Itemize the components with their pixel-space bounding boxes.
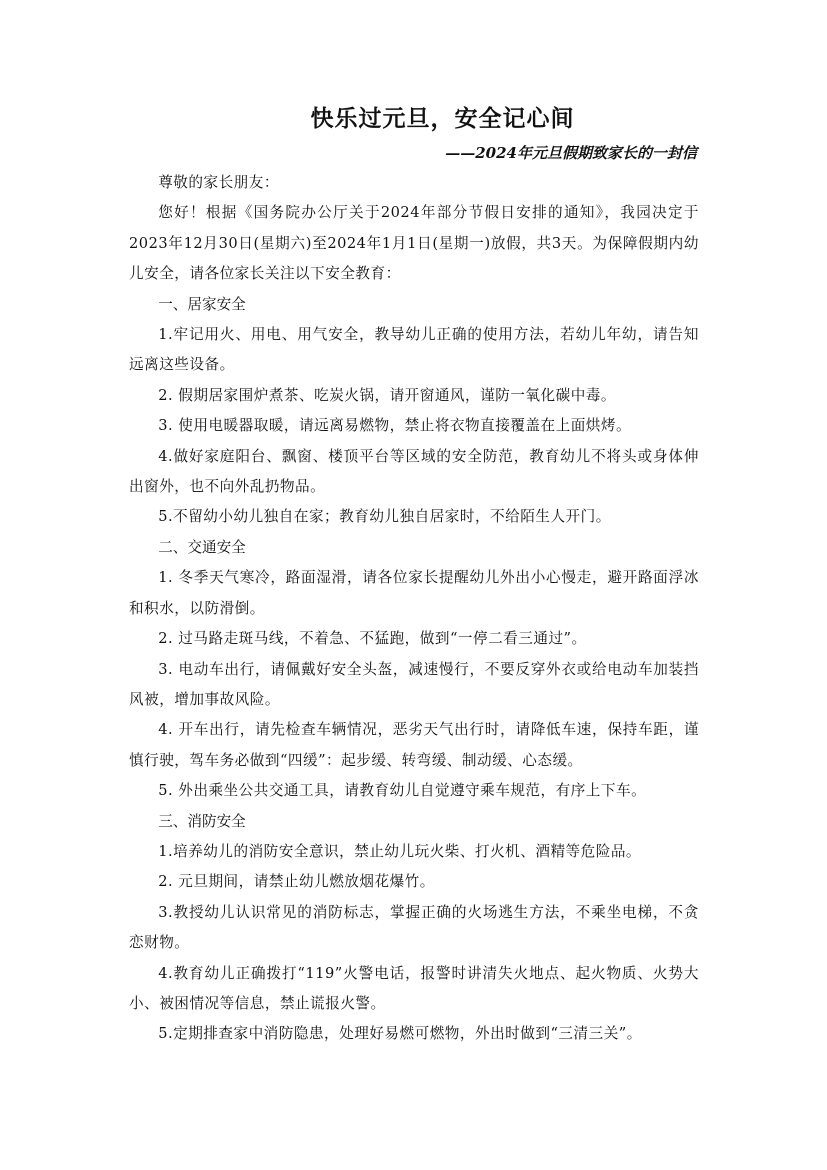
list-item: 1.牢记用火、用电、用气安全，教导幼儿正确的使用方法，若幼儿年幼，请告知远离这些设备。 <box>129 326 699 374</box>
list-item: 1. 冬季天气寒冷，路面湿滑，请各位家长提醒幼儿外出小心慢走，避开路面浮冰和积水，以防滑倒。 <box>129 569 699 617</box>
list-item: 2. 假期居家围炉煮茶、吃炭火锅，请开窗通风，谨防一氧化碳中毒。 <box>158 386 616 404</box>
greeting: 尊敬的家长朋友： <box>158 174 279 191</box>
list-item: 3.教授幼儿认识常见的消防标志，掌握正确的火场逃生方法，不乘坐电梯，不贪恋财物。 <box>129 903 699 952</box>
section-heading-fire: 三、消防安全 <box>158 812 246 830</box>
section-heading-home: 一、居家安全 <box>158 295 246 313</box>
document-title: 快乐过元旦，安全记心间 <box>310 105 575 132</box>
list-item: 5.不留幼小幼儿独自在家；教育幼儿独自居家时，不给陌生人开门。 <box>158 508 611 526</box>
list-item: 4. 开车出行，请先检查车辆情况，恶劣天气出行时，请降低车速，保持车距，谨慎行驶，驾车务必做到“四缓”：起步缓、转弯缓、制动缓、心态缓。 <box>129 721 699 769</box>
list-item: 4.教育幼儿正确拨打“119”火警电话，报警时讲清失火地点、起火物质、火势大小、被困情况等信息，禁止谎报火警。 <box>129 964 699 1012</box>
intro-paragraph: 您好！根据《国务院办公厅关于2024年部分节假日安排的通知》，我园决定于2023年12月30日(星期六)至2024年1月1日(星期一)放假，共3天。为保障假期内幼儿安全，请各位家长关注以下安全教育： <box>129 204 699 283</box>
list-item: 2. 过马路走斑马线，不着急、不猛跑，做到“一停二看三通过”。 <box>158 630 587 648</box>
list-item: 2. 元旦期间，请禁止幼儿燃放烟花爆竹。 <box>158 873 435 891</box>
list-item: 4.做好家庭阳台、飘窗、楼顶平台等区域的安全防范，教育幼儿不将头或身体伸出窗外，也不向外乱扔物品。 <box>129 447 699 496</box>
document-subtitle: ——2024年元旦假期致家长的一封信 <box>445 144 697 162</box>
list-item: 3. 使用电暖器取暖，请远离易燃物，禁止将衣物直接覆盖在上面烘烤。 <box>158 417 632 435</box>
list-item: 3. 电动车出行，请佩戴好安全头盔，减速慢行，不要反穿外衣或给电动车加装挡风被，增加事故风险。 <box>129 660 699 708</box>
section-heading-traffic: 二、交通安全 <box>158 538 246 556</box>
list-item: 5.定期排查家中消防隐患，处理好易燃可燃物，外出时做到“三清三关”。 <box>158 1025 642 1043</box>
letter-body <box>129 168 699 1050</box>
list-item: 5. 外出乘坐公共交通工具，请教育幼儿自觉遵守乘车规范，有序上下车。 <box>158 782 647 800</box>
list-item: 1.培养幼儿的消防安全意识，禁止幼儿玩火柴、打火机、酒精等危险品。 <box>158 842 642 860</box>
